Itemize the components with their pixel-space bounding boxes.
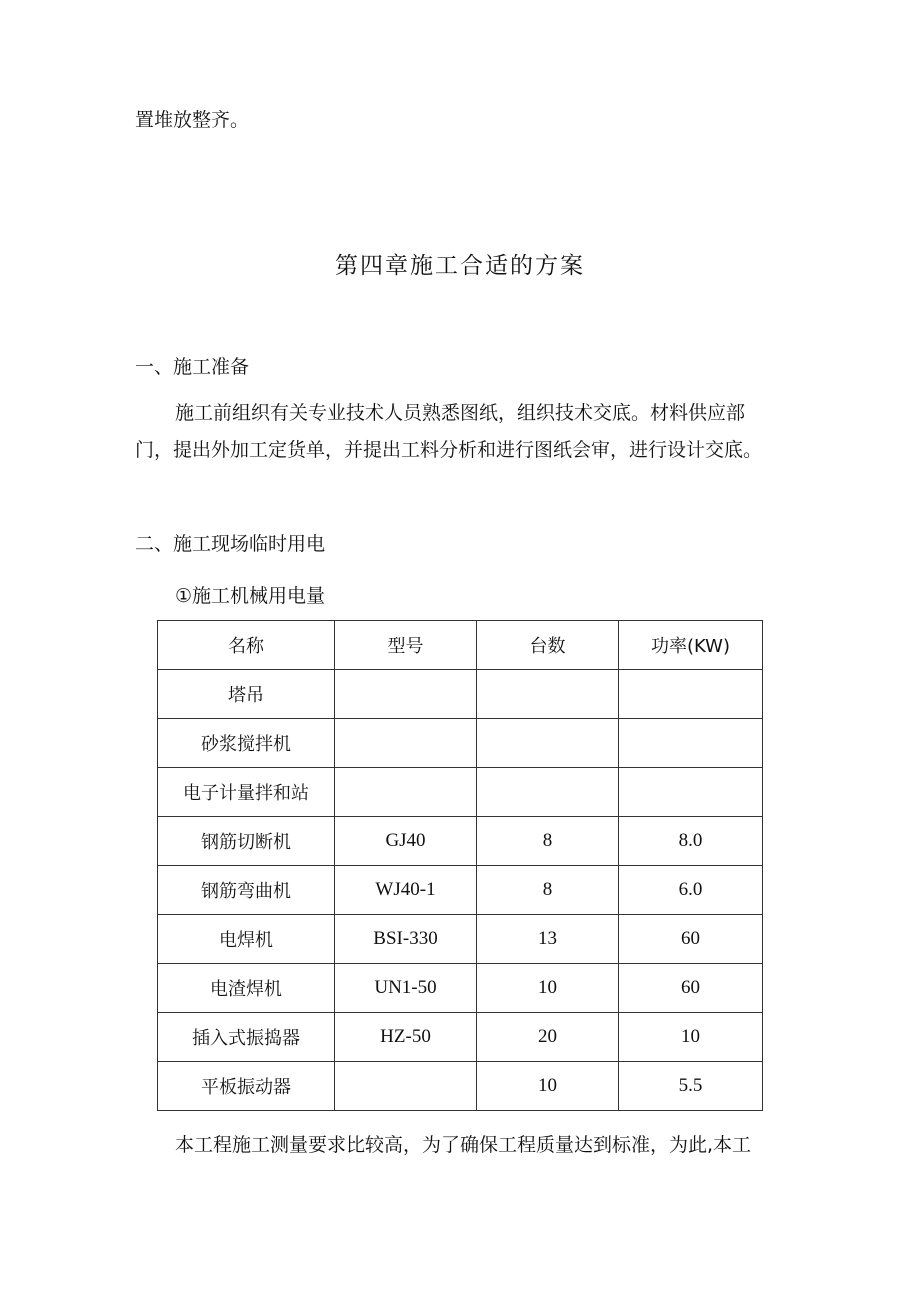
cell-count: 13 (477, 915, 619, 964)
table-row (158, 866, 763, 915)
cell-name: 电渣焊机 (158, 964, 335, 1013)
cell-name: 平板振动器 (158, 1062, 335, 1111)
cell-model: BSI-330 (335, 915, 477, 964)
cell-model (335, 768, 477, 817)
cell-model (335, 719, 477, 768)
section-heading-power: 二、施工现场临时用电 (135, 533, 326, 555)
cell-count (477, 670, 619, 719)
cell-model: UN1-50 (335, 964, 477, 1013)
table-row (158, 1013, 763, 1062)
table-row (158, 817, 763, 866)
table-header-row (158, 621, 763, 670)
cell-power: 6.0 (619, 866, 763, 915)
cell-power (619, 719, 763, 768)
table-row (158, 768, 763, 817)
cell-name: 砂浆搅拌机 (158, 719, 335, 768)
cell-power (619, 670, 763, 719)
header-cell-count: 台数 (477, 621, 619, 670)
cell-count: 10 (477, 964, 619, 1013)
cell-count: 10 (477, 1062, 619, 1111)
cell-count: 20 (477, 1013, 619, 1062)
cell-power: 5.5 (619, 1062, 763, 1111)
continued-text: 置堆放整齐。 (135, 109, 250, 131)
cell-model: WJ40-1 (335, 866, 477, 915)
paragraph-line: 门，提出外加工定货单，并提出工料分析和进行图纸会审，进行设计交底。 (135, 439, 763, 461)
paragraph-line: 施工前组织有关专业技术人员熟悉图纸，组织技术交底。材料供应部 (175, 402, 746, 424)
cell-model: HZ-50 (335, 1013, 477, 1062)
cell-power: 60 (619, 915, 763, 964)
chapter-title: 第四章施工合适的方案 (335, 253, 585, 279)
cell-model (335, 670, 477, 719)
cell-name: 电子计量拌和站 (158, 768, 335, 817)
table-row (158, 719, 763, 768)
cell-power: 10 (619, 1013, 763, 1062)
cell-name: 电焊机 (158, 915, 335, 964)
table-row (158, 670, 763, 719)
section-heading-preparation: 一、施工准备 (135, 356, 250, 378)
cell-name: 插入式振捣器 (158, 1013, 335, 1062)
cell-model (335, 1062, 477, 1111)
equipment-power-table (157, 620, 763, 1111)
table-row (158, 1062, 763, 1111)
cell-name: 钢筋弯曲机 (158, 866, 335, 915)
closing-paragraph-line: 本工程施工测量要求比较高，为了确保工程质量达到标准，为此,本工 (175, 1134, 752, 1156)
header-cell-model: 型号 (335, 621, 477, 670)
table-row (158, 964, 763, 1013)
cell-model: GJ40 (335, 817, 477, 866)
cell-count: 8 (477, 817, 619, 866)
cell-power (619, 768, 763, 817)
header-cell-name: 名称 (158, 621, 335, 670)
subheading-machine-power: ①施工机械用电量 (175, 585, 326, 607)
table-row (158, 915, 763, 964)
cell-power: 8.0 (619, 817, 763, 866)
cell-count (477, 719, 619, 768)
cell-power: 60 (619, 964, 763, 1013)
cell-name: 塔吊 (158, 670, 335, 719)
cell-count: 8 (477, 866, 619, 915)
cell-name: 钢筋切断机 (158, 817, 335, 866)
cell-count (477, 768, 619, 817)
header-cell-power: 功率(KW) (619, 621, 763, 670)
